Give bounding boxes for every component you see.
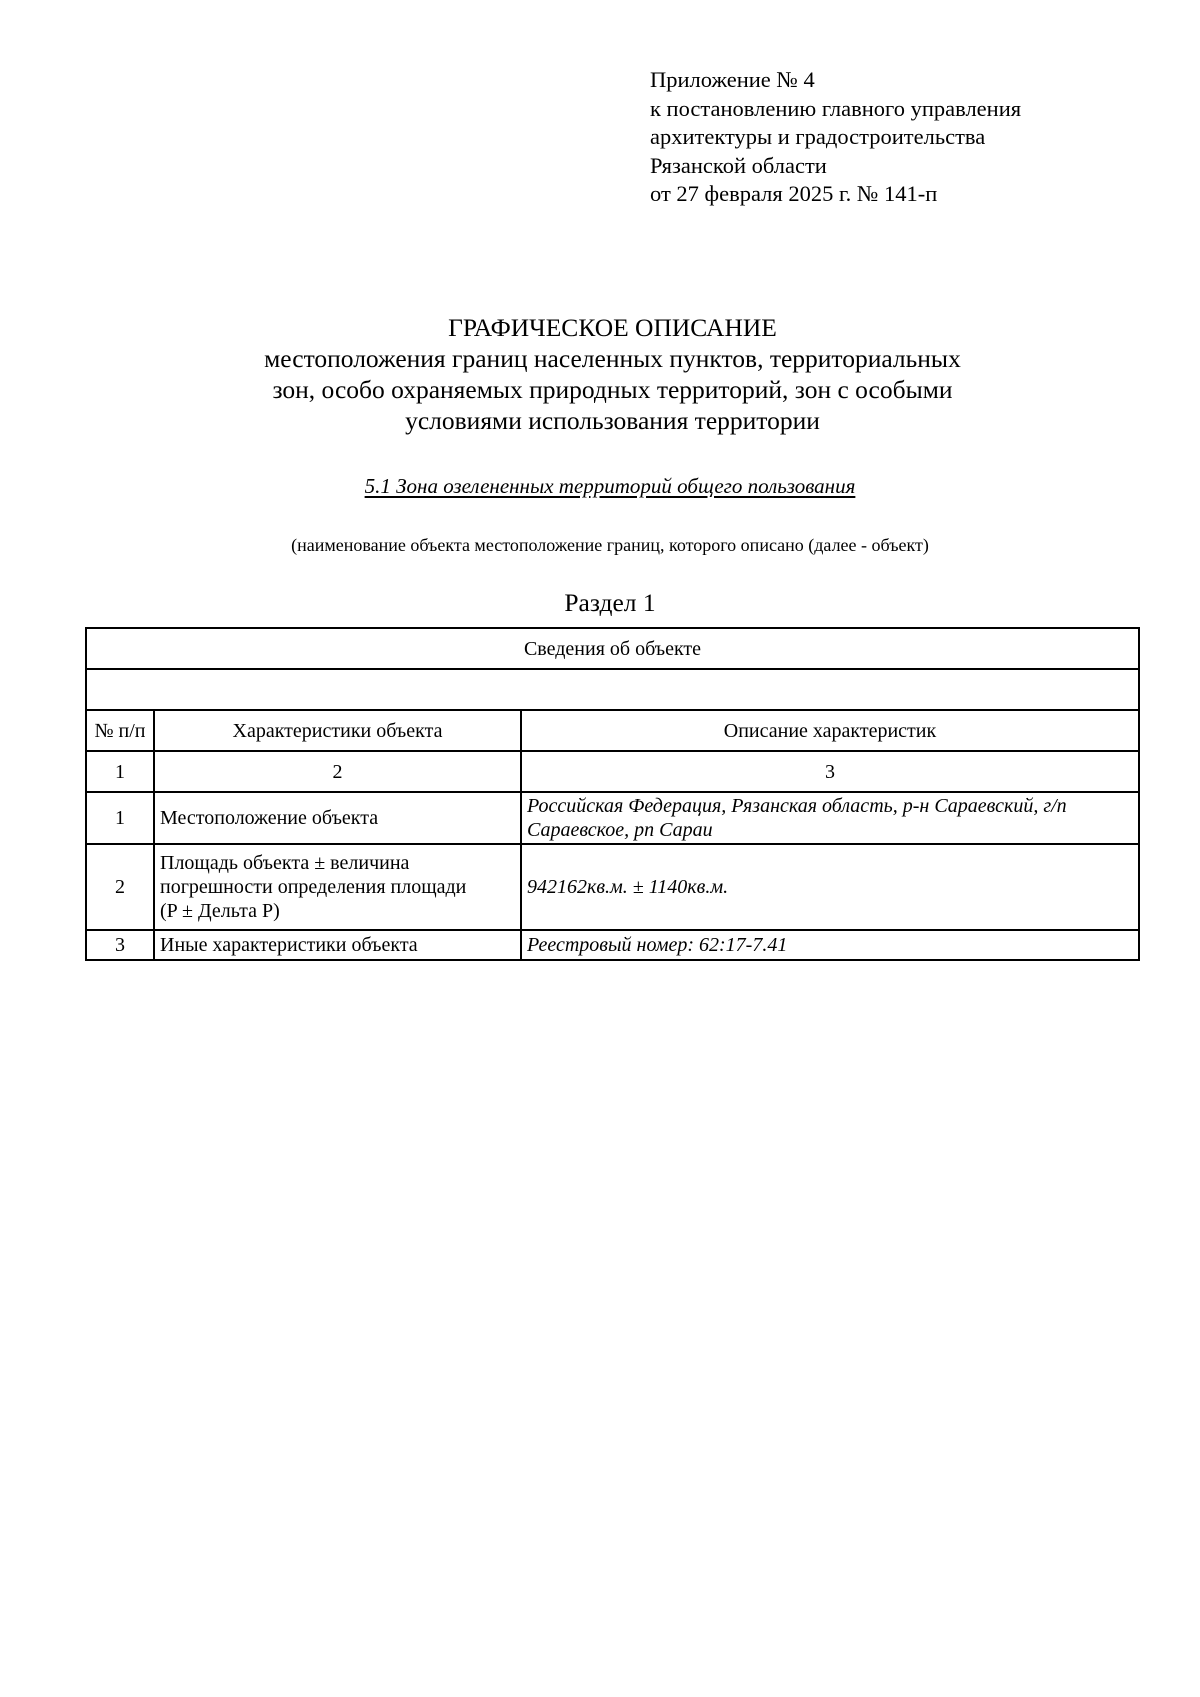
column-header-description: Описание характеристик xyxy=(521,710,1139,751)
description-line: Сараевское, рп Сараи xyxy=(527,819,713,841)
section-title: Раздел 1 xyxy=(564,588,656,617)
document-title xyxy=(0,312,1200,436)
column-number-cell: 3 xyxy=(521,751,1139,792)
row-description xyxy=(521,792,1139,844)
characteristic-line: погрешности определения площади xyxy=(160,876,467,898)
object-name: 5.1 Зона озелененных территорий общего пользования xyxy=(364,474,856,498)
row-description: Реестровый номер: 62:17-7.41 xyxy=(521,930,1139,960)
column-number-cell: 2 xyxy=(154,751,521,792)
appendix-line: Рязанской области xyxy=(650,152,827,178)
row-number: 1 xyxy=(86,792,154,844)
row-characteristic: Иные характеристики объекта xyxy=(154,930,521,960)
title-line: местоположения границ населенных пунктов, территориальных xyxy=(264,344,961,373)
appendix-block xyxy=(650,66,1021,209)
row-number: 2 xyxy=(86,844,154,930)
title-line: зон, особо охраняемых природных территорий, зон с особыми xyxy=(272,375,953,404)
column-header-number: № п/п xyxy=(86,710,154,751)
table-row xyxy=(86,792,1139,844)
characteristic-line: (P ± Дельта P) xyxy=(160,900,280,922)
table-row xyxy=(86,844,1139,930)
object-caption: (наименование объекта местоположение границ, которого описано (далее - объект) xyxy=(291,535,929,555)
column-number-cell: 1 xyxy=(86,751,154,792)
characteristic-line: Площадь объекта ± величина xyxy=(160,852,410,874)
table-header: Сведения об объекте xyxy=(86,628,1139,669)
appendix-line: к постановлению главного управления xyxy=(650,95,1022,121)
row-characteristic xyxy=(154,844,521,930)
appendix-number: Приложение № 4 xyxy=(650,67,815,92)
row-number: 3 xyxy=(86,930,154,960)
row-characteristic: Местоположение объекта xyxy=(154,792,521,844)
row-description: 942162кв.м. ± 1140кв.м. xyxy=(521,844,1139,930)
table-row xyxy=(86,930,1139,960)
appendix-date: от 27 февраля 2025 г. № 141-п xyxy=(650,181,938,206)
column-header-characteristics: Характеристики объекта xyxy=(154,710,521,751)
table-empty-row xyxy=(86,669,1139,710)
object-info-table xyxy=(85,627,1140,961)
description-line: Российская Федерация, Рязанская область, р-н Сараевский, г/п xyxy=(527,795,1067,817)
appendix-line: архитектуры и градостроительства xyxy=(650,124,986,149)
title-heading: ГРАФИЧЕСКОЕ ОПИСАНИЕ xyxy=(448,313,777,342)
title-line: условиями использования территории xyxy=(405,406,820,435)
